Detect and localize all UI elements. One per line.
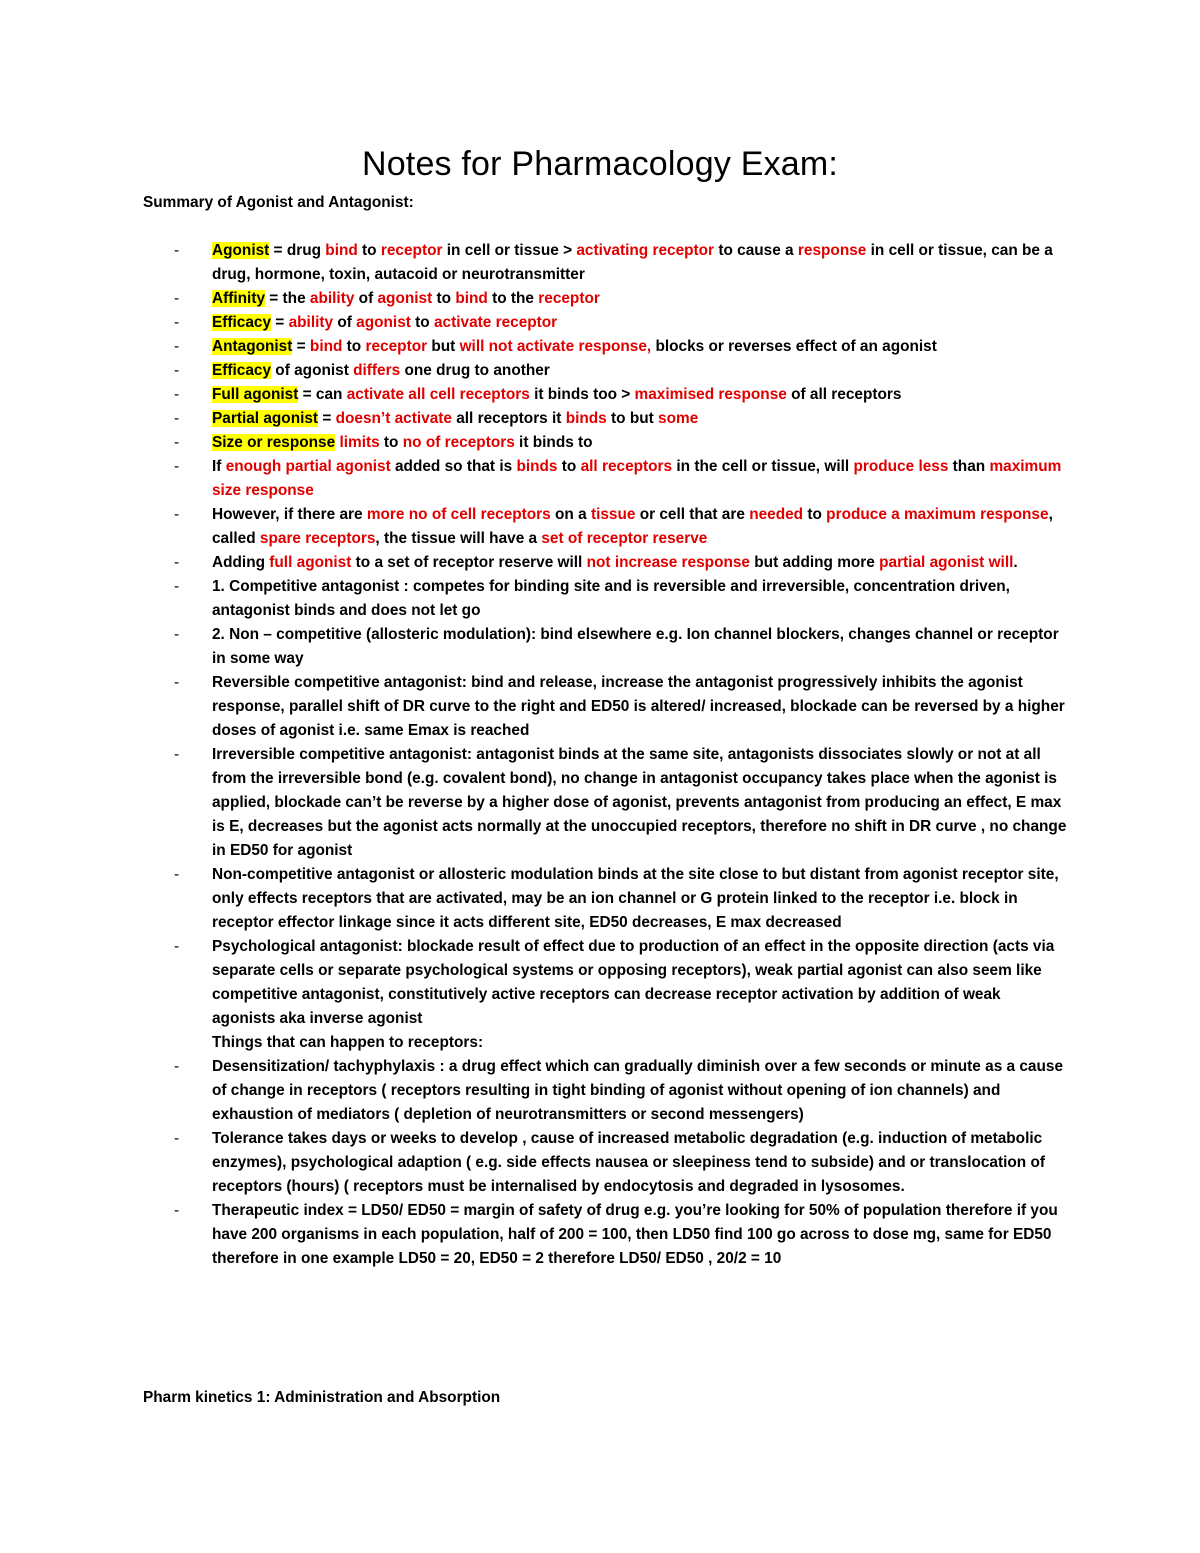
highlighted-term: Full agonist <box>212 386 299 403</box>
emphasis-text: receptor <box>365 338 428 355</box>
highlighted-term: Partial agonist <box>212 410 319 427</box>
body-text: . <box>1013 554 1018 571</box>
bullet-item <box>143 455 1068 503</box>
body-text: , the tissue will have a <box>375 530 542 547</box>
bullet-item <box>143 287 1068 311</box>
body-text: to <box>410 314 434 331</box>
emphasis-text: activate receptor <box>433 314 558 331</box>
body-text: 1. Competitive antagonist : competes for binding site and is reversible and irreversible, concentration driven, antagonist binds and does not let go <box>212 578 1010 619</box>
emphasis-text: needed <box>749 506 804 523</box>
body-text: to <box>803 506 827 523</box>
body-text: = <box>292 338 310 355</box>
body-text: all receptors it <box>451 410 566 427</box>
body-text: 2. Non – competitive (allosteric modulation): bind elsewhere e.g. Ion channel blockers, changes channel or receptor in some way <box>212 626 1059 667</box>
emphasis-text: spare receptors <box>259 530 376 547</box>
body-text: of <box>354 290 378 307</box>
body-text: Things that can happen to receptors: <box>212 1034 484 1051</box>
emphasis-text: receptor <box>538 290 600 307</box>
bullet-item <box>143 743 1068 863</box>
body-text: Reversible competitive antagonist: bind and release, increase the antagonist progressively inhibits the agonist response, parallel shift of DR curve to the right and ED50 is altered/ increased, blockade can be reversed by a higher doses of agonist i.e. same Emax is reached <box>212 674 1065 739</box>
emphasis-text: maximised response <box>634 386 787 403</box>
bullet-item <box>143 575 1068 623</box>
emphasis-text: produce a maximum response <box>826 506 1049 523</box>
emphasis-text: will not activate response, <box>459 338 652 355</box>
emphasis-text: activate all cell receptors <box>346 386 530 403</box>
body-text: to but <box>606 410 659 427</box>
next-section-heading: Pharm kinetics 1: Administration and Absorption <box>143 1389 501 1406</box>
body-text: blocks or reverses effect of an agonist <box>651 338 937 355</box>
page-title: Notes for Pharmacology Exam: <box>361 145 839 183</box>
body-text: or cell that are <box>635 506 750 523</box>
body-text: it binds too > <box>529 386 635 403</box>
highlighted-term: Size or response <box>212 434 336 451</box>
body-text: If <box>212 458 226 475</box>
body-text: it binds to <box>514 434 593 451</box>
body-text: = the <box>265 290 310 307</box>
body-text: one drug to another <box>400 362 550 379</box>
emphasis-text: receptor <box>380 242 443 259</box>
bullet-item <box>143 503 1068 551</box>
body-text: , called <box>212 506 1053 547</box>
highlighted-term: Efficacy <box>212 362 272 379</box>
body-text: However, if there are <box>212 506 367 523</box>
bullet-item <box>143 359 1068 383</box>
body-text: to <box>357 242 381 259</box>
emphasis-text: tissue <box>590 506 636 523</box>
bullet-item <box>143 863 1068 935</box>
body-text: to <box>342 338 366 355</box>
emphasis-text: full agonist <box>269 554 352 571</box>
emphasis-text: binds <box>565 410 607 427</box>
body-text: Desensitization/ tachyphylaxis : a drug effect which can gradually diminish over a few seconds or minute as a cause of change in receptors ( receptors resulting in tight binding of agonist without opening of ion channels) and exhaustion of mediators ( depletion of neurotransmitters or second messengers) <box>212 1058 1064 1123</box>
body-text: to the <box>487 290 539 307</box>
body-text: to cause a <box>714 242 798 259</box>
emphasis-text: more no of cell receptors <box>366 506 551 523</box>
bullet-item <box>143 311 1068 335</box>
body-text: to <box>432 290 456 307</box>
emphasis-text: doesn’t activate <box>335 410 452 427</box>
emphasis-text: ability <box>309 290 355 307</box>
emphasis-text: maximum size response <box>212 458 1062 499</box>
highlighted-term: Agonist <box>212 242 270 259</box>
bullet-item <box>143 623 1068 671</box>
body-text: to a set of receptor reserve will <box>351 554 587 571</box>
body-text: Tolerance takes days or weeks to develop , cause of increased metabolic degradation (e.g. induction of metabolic enzymes), psychological adaption ( e.g. side effects nausea or sleepiness tend to subside) and or translocation of receptors (hours) ( receptors must be internalised by endocytosis and degraded in lysosomes. <box>212 1130 1045 1195</box>
bullet-item <box>143 431 1068 455</box>
emphasis-text: agonist <box>356 314 411 331</box>
bullet-item <box>143 383 1068 407</box>
body-text: than <box>948 458 990 475</box>
bullet-item <box>143 1055 1068 1127</box>
body-text: Non-competitive antagonist or allosteric modulation binds at the site close to but distant from agonist receptor site, only effects receptors that are activated, may be an ion channel or G protein linked to the receptor i.e. block in receptor effector linkage since it acts different site, ED50 decreases, E max decreased <box>212 866 1059 931</box>
bullet-item <box>143 551 1068 575</box>
body-text: to <box>379 434 403 451</box>
body-text: of agonist <box>271 362 354 379</box>
emphasis-text: no of receptors <box>402 434 515 451</box>
body-text: but adding more <box>750 554 880 571</box>
emphasis-text: activating receptor <box>576 242 715 259</box>
highlighted-term: Efficacy <box>212 314 272 331</box>
list-subheading <box>143 1031 1068 1055</box>
emphasis-text: agonist <box>377 290 433 307</box>
body-text: added so that is <box>390 458 517 475</box>
emphasis-text: response <box>797 242 867 259</box>
emphasis-text: limits <box>339 434 380 451</box>
bullet-item <box>143 335 1068 359</box>
bullet-list <box>143 239 1068 1271</box>
body-text: in the cell or tissue, will <box>672 458 854 475</box>
emphasis-text: bind <box>309 338 343 355</box>
emphasis-text: set of receptor reserve <box>541 530 708 547</box>
bullet-item <box>143 407 1068 431</box>
body-text: of all receptors <box>786 386 902 403</box>
highlighted-term: Antagonist <box>212 338 293 355</box>
bullet-item <box>143 1127 1068 1199</box>
body-text: Therapeutic index = LD50/ ED50 = margin of safety of drug e.g. you’re looking for 50% of population therefore if you have 200 organisms in each population, half of 200 = 100, then LD50 find 100 go across to dose mg, same for ED50 therefore in one example LD50 = 20, ED50 = 2 therefore LD50/ ED50 , 20/2 = 10 <box>212 1202 1058 1267</box>
body-text: = drug <box>269 242 326 259</box>
section-subtitle: Summary of Agonist and Antagonist: <box>143 194 414 211</box>
body-text: of <box>333 314 357 331</box>
emphasis-text: some <box>658 410 699 427</box>
bullet-item <box>143 671 1068 743</box>
body-text: Irreversible competitive antagonist: antagonist binds at the same site, antagonists dissociates slowly or not at all from the irreversible bond (e.g. covalent bond), no change in antagonist occupancy takes place when the agonist is applied, blockade can’t be reverse by a higher dose of agonist, prevents antagonist from producing an effect, E max is E, decreases but the agonist acts normally at the unoccupied receptors, therefore no shift in DR curve , no change in ED50 for agonist <box>212 746 1067 859</box>
body-text: but <box>427 338 460 355</box>
body-text: in cell or tissue > <box>442 242 577 259</box>
body-text: = can <box>298 386 347 403</box>
emphasis-text: ability <box>288 314 334 331</box>
body-text: on a <box>550 506 591 523</box>
emphasis-text: partial agonist will <box>879 554 1014 571</box>
body-text: Psychological antagonist: blockade result of effect due to production of an effect in the opposite direction (acts via separate cells or separate psychological systems or opposing receptors), weak partial agonist can also seem like competitive antagonist, constitutively active receptors can decrease receptor activation by addition of weak agonists aka inverse agonist <box>212 938 1055 1027</box>
body-text: Adding <box>212 554 270 571</box>
bullet-item <box>143 239 1068 287</box>
emphasis-text: produce less <box>853 458 949 475</box>
body-text: = <box>318 410 336 427</box>
emphasis-text: bind <box>325 242 358 259</box>
emphasis-text: binds <box>516 458 558 475</box>
body-text: = <box>271 314 289 331</box>
emphasis-text: differs <box>353 362 401 379</box>
emphasis-text: not increase response <box>586 554 750 571</box>
highlighted-term: Affinity <box>212 290 266 307</box>
body-text: to <box>557 458 581 475</box>
body-text: in cell or tissue, can be a drug, hormone, toxin, autacoid or neurotransmitter <box>212 242 1053 283</box>
bullet-item <box>143 1199 1068 1271</box>
emphasis-text: all receptors <box>580 458 673 475</box>
emphasis-text: enough partial agonist <box>225 458 391 475</box>
emphasis-text: bind <box>455 290 488 307</box>
bullet-item <box>143 935 1068 1031</box>
